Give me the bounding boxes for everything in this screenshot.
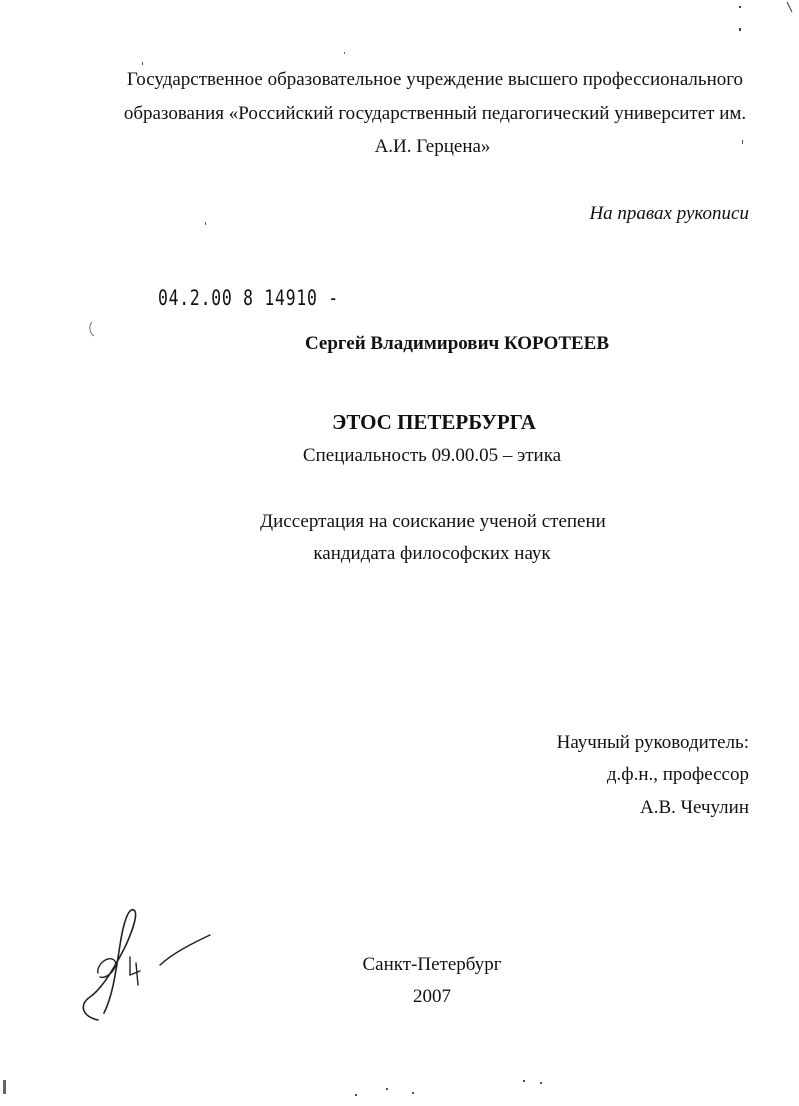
supervisor-label: Научный руководитель: <box>556 732 749 753</box>
supervisor-name: А.В. Чечулин <box>640 797 749 818</box>
handwritten-signature-icon <box>68 905 218 1035</box>
manuscript-note: На правах рукописи <box>589 203 749 224</box>
supervisor-rank: д.ф.н., профессор <box>606 764 749 785</box>
institution-line-2: образования «Российский государственный педагогический университет им. <box>123 103 747 124</box>
degree-line-2: кандидата философских наук <box>313 543 551 564</box>
institution-line-1: Государственное образовательное учреждение высшего профессионального <box>126 69 744 90</box>
degree-line-1: Диссертация на соискание ученой степени <box>260 511 606 532</box>
specialty-line: Специальность 09.00.05 – этика <box>302 445 562 466</box>
dissertation-title: ЭТОС ПЕТЕРБУРГА <box>332 410 536 434</box>
author-name: Сергей Владимирович КОРОТЕЕВ <box>304 333 610 354</box>
institution-line-3: А.И. Герцена» <box>374 136 491 157</box>
registration-stamp: 04.2.00 8 14910 - <box>158 286 339 310</box>
place-of-publication: Санкт-Петербург <box>362 954 502 975</box>
publication-year: 2007 <box>413 986 451 1007</box>
